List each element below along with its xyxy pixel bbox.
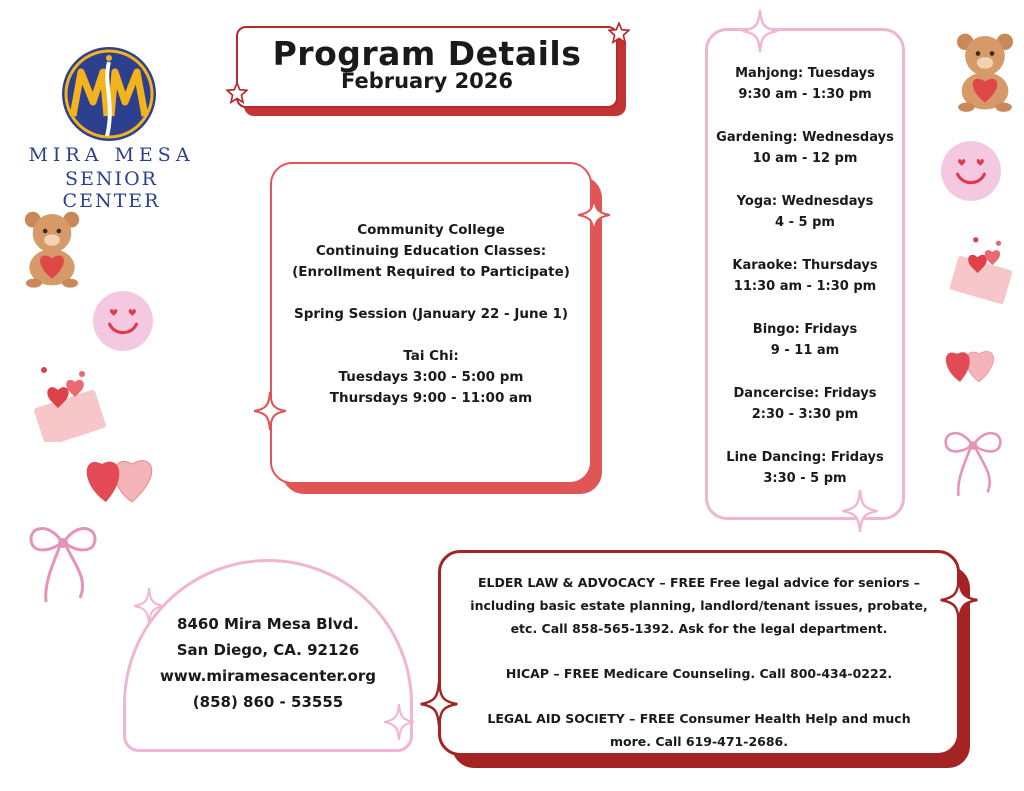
- love-letter-icon: [30, 362, 110, 442]
- cc-line: Continuing Education Classes:: [315, 243, 547, 259]
- weekly-schedule-box: [705, 28, 905, 520]
- smiley-icon: [940, 140, 1002, 202]
- schedule-item: [708, 63, 902, 105]
- legal-item: ELDER LAW & ADVOCACY – FREE Free legal advice for seniors – including basic estate planning, landlord/tenant issues, probate, etc. Call 858-565-1392. Ask for the legal department.: [470, 575, 928, 636]
- schedule-item-time: 3:30 - 5 pm: [763, 471, 847, 486]
- logo: [24, 40, 199, 212]
- hearts-icon: [76, 444, 166, 506]
- address-street: 8460 Mira Mesa Blvd.: [177, 615, 359, 633]
- logo-name-line1: MIRA MESA: [28, 144, 195, 166]
- address-box: [123, 559, 413, 752]
- schedule-item-time: 10 am - 12 pm: [752, 151, 858, 166]
- schedule-item-name: Bingo: Fridays: [752, 322, 858, 337]
- cc-line: Tuesdays 3:00 - 5:00 pm: [338, 369, 524, 385]
- page-title: Program Details: [272, 34, 582, 73]
- schedule-item: [708, 319, 902, 361]
- cc-line: (Enrollment Required to Participate): [292, 264, 570, 280]
- schedule-item-time: 11:30 am - 1:30 pm: [733, 279, 877, 294]
- schedule-item: [708, 383, 902, 425]
- logo-name-line2: SENIOR CENTER: [62, 168, 161, 212]
- legal-services-box: [438, 550, 960, 756]
- schedule-item-time: 9 - 11 am: [770, 343, 840, 358]
- schedule-item-name: Dancercise: Fridays: [733, 386, 877, 401]
- schedule-item-name: Line Dancing: Fridays: [726, 450, 884, 465]
- logo-emblem-icon: [59, 44, 159, 144]
- schedule-item-name: Karaoke: Thursdays: [732, 258, 878, 273]
- smiley-icon: [92, 290, 154, 352]
- legal-item: HICAP – FREE Medicare Counseling. Call 800-434-0222.: [505, 666, 893, 681]
- schedule-item-name: Yoga: Wednesdays: [736, 194, 874, 209]
- teddy-bear-icon: [18, 208, 86, 288]
- schedule-item: [708, 191, 902, 233]
- star-icon: [226, 82, 248, 104]
- sparkle-icon: [254, 392, 286, 430]
- schedule-item-time: 2:30 - 3:30 pm: [751, 407, 859, 422]
- address-phone: (858) 860 - 53555: [192, 693, 344, 711]
- cc-line: Spring Session (January 22 - June 1): [293, 306, 569, 322]
- sparkle-icon: [134, 588, 164, 624]
- sparkle-icon: [578, 196, 610, 234]
- sparkle-icon: [842, 490, 878, 532]
- address-website[interactable]: www.miramesacenter.org: [160, 667, 376, 685]
- schedule-item: [708, 255, 902, 297]
- star-icon: [608, 22, 630, 44]
- title-box: [236, 26, 618, 108]
- cc-line: Tai Chi:: [403, 348, 459, 364]
- community-college-box: [270, 162, 592, 484]
- hearts-icon: [938, 338, 1004, 386]
- sparkle-icon: [420, 682, 458, 726]
- schedule-item: [708, 127, 902, 169]
- schedule-item: [708, 447, 902, 489]
- sparkle-icon: [384, 704, 414, 740]
- schedule-item-time: 4 - 5 pm: [775, 215, 835, 230]
- cc-line: Thursdays 9:00 - 11:00 am: [329, 390, 533, 406]
- page-subtitle: February 2026: [340, 69, 514, 93]
- bow-icon: [938, 420, 1008, 500]
- schedule-item-time: 9:30 am - 1:30 pm: [738, 87, 872, 102]
- schedule-item-name: Gardening: Wednesdays: [716, 130, 894, 145]
- bow-icon: [22, 514, 104, 606]
- address-city: San Diego, CA. 92126: [176, 641, 360, 659]
- love-letter-icon: [946, 228, 1016, 304]
- teddy-bear-icon: [950, 30, 1020, 112]
- sparkle-icon: [940, 578, 978, 622]
- sparkle-icon: [742, 10, 778, 52]
- schedule-item-name: Mahjong: Tuesdays: [735, 66, 875, 81]
- legal-item: LEGAL AID SOCIETY – FREE Consumer Health Help and much more. Call 619-471-2686.: [487, 711, 911, 749]
- cc-line: Community College: [357, 222, 505, 238]
